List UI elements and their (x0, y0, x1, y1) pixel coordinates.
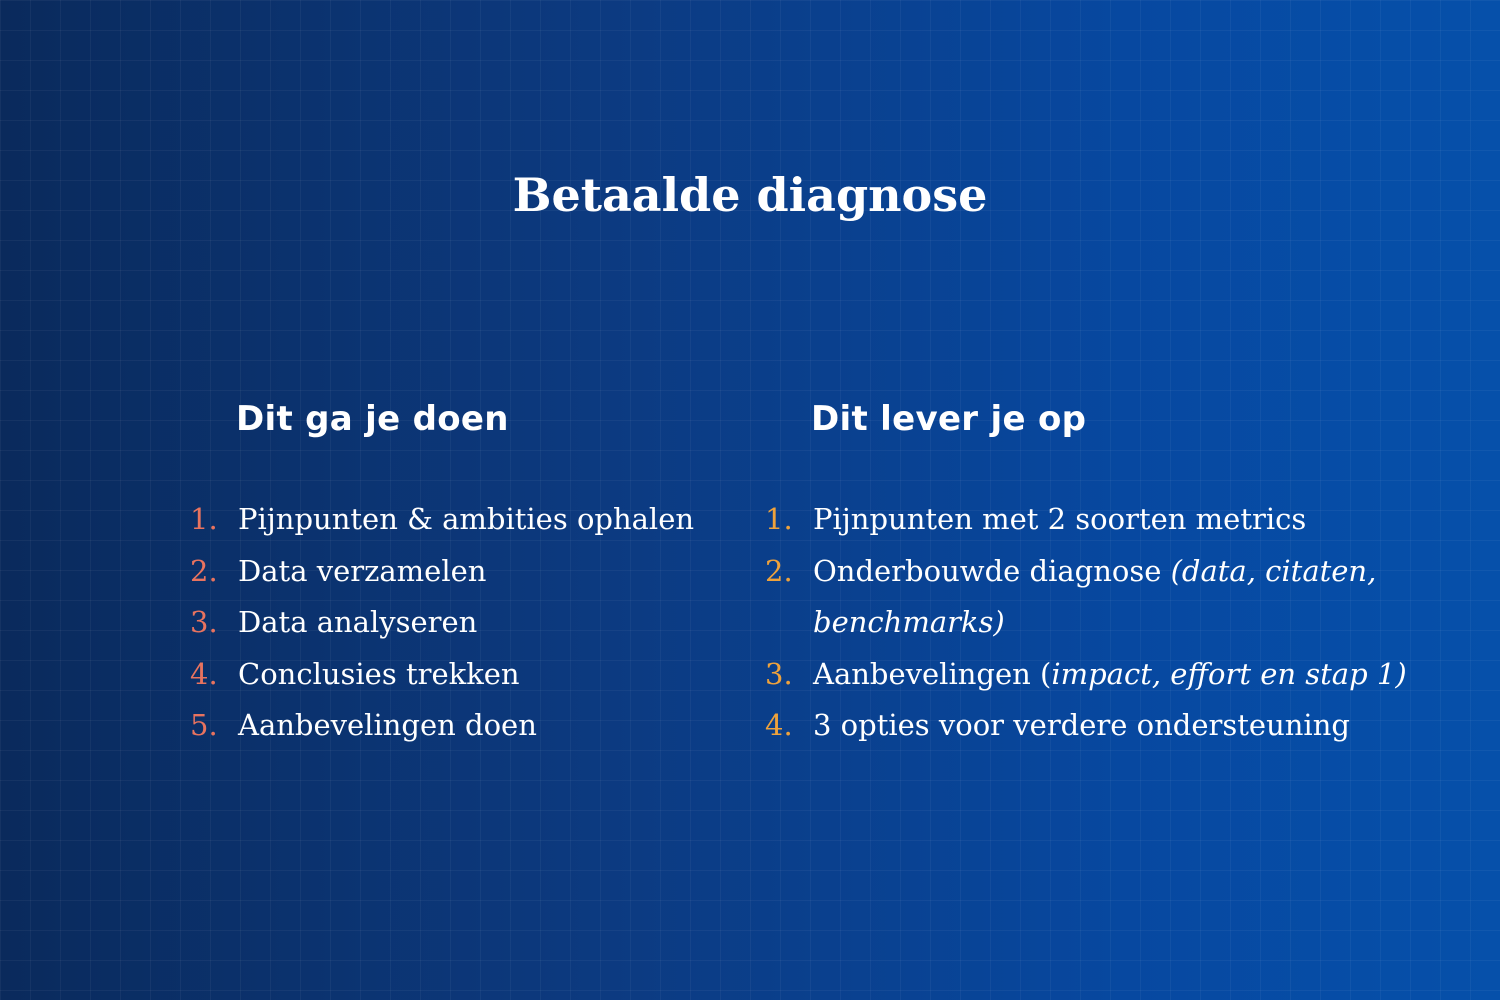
list-item-text: Data verzamelen (238, 553, 487, 588)
list-item-text-regular: Pijnpunten met 2 soorten metrics (813, 502, 1307, 536)
list-item (190, 700, 750, 752)
list-item-text (813, 494, 1445, 546)
list-item (190, 649, 750, 701)
left-column-heading: Dit ga je doen (236, 399, 509, 439)
list-item-text: Aanbevelingen doen (238, 708, 537, 742)
list-number: 2. (765, 553, 793, 588)
list-number: 3. (190, 605, 218, 639)
right-column-heading: Dit lever je op (811, 399, 1087, 439)
list-number: 1. (190, 502, 218, 536)
left-column (190, 390, 750, 752)
list-item-text-regular: Onderbouwde diagnose (813, 553, 1171, 588)
list-item-text: Pijnpunten & ambities ophalen (238, 502, 695, 536)
list-item (190, 546, 750, 598)
list-item-text (813, 700, 1445, 752)
page-title: Betaalde diagnose (512, 168, 988, 222)
left-list (190, 494, 750, 752)
right-column (765, 390, 1445, 752)
list-number: 5. (190, 708, 218, 742)
list-number: 1. (765, 502, 793, 536)
list-item-text (813, 546, 1445, 649)
list-item-text-regular: Aanbevelingen ( (813, 656, 1052, 691)
list-item (765, 546, 1445, 649)
list-item-text-italic: (data, citaten, benchmarks) (813, 553, 1377, 639)
list-item (765, 494, 1445, 546)
list-item (765, 649, 1445, 701)
list-item-text-italic: impact, effort en stap 1) (1051, 656, 1407, 691)
list-number: 4. (765, 708, 793, 742)
list-item (765, 700, 1445, 752)
list-item (190, 494, 750, 546)
list-item-text: Data analyseren (238, 605, 478, 639)
list-number: 3. (765, 656, 793, 691)
list-number: 2. (190, 553, 218, 588)
list-item-text-regular: 3 opties voor verdere ondersteuning (813, 708, 1350, 742)
list-item-text: Conclusies trekken (238, 656, 520, 691)
list-item (190, 597, 750, 649)
right-list (765, 494, 1445, 752)
list-number: 4. (190, 656, 218, 691)
list-item-text (813, 649, 1445, 701)
